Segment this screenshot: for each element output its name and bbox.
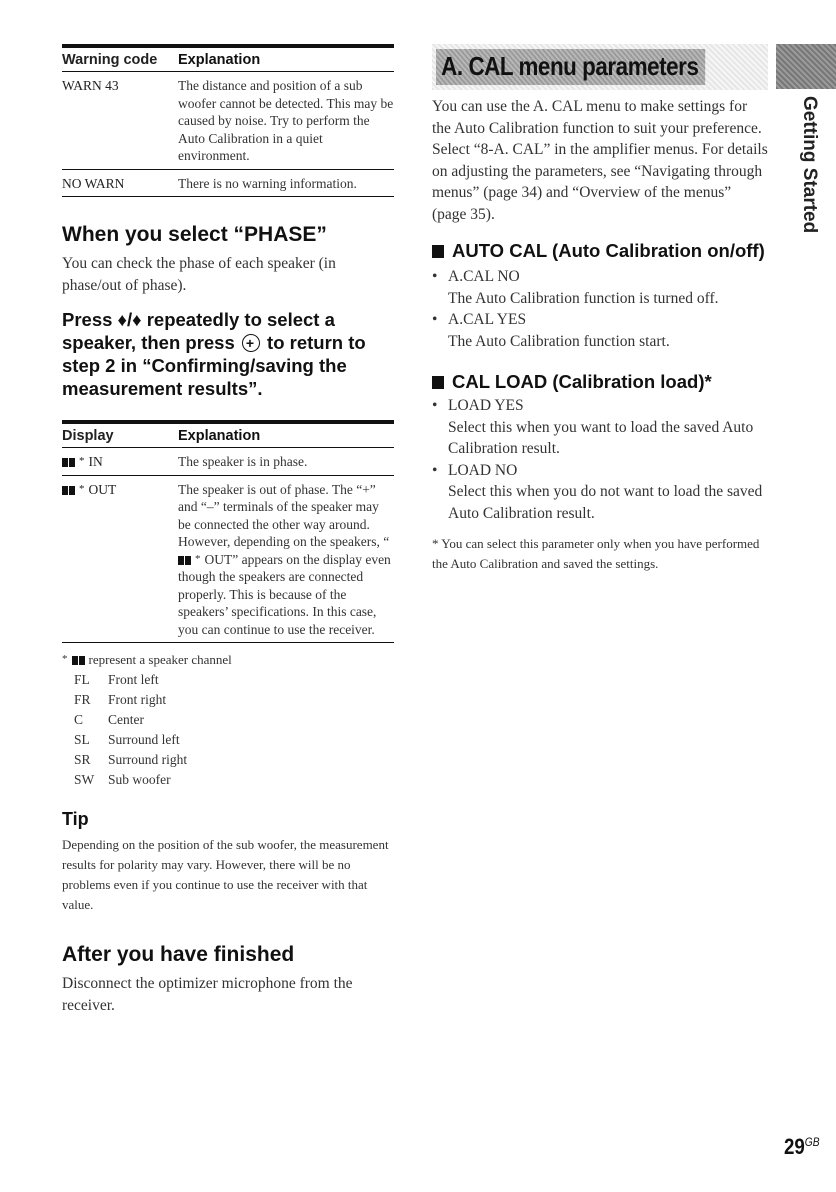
left-column — [62, 44, 394, 1016]
enter-button-icon — [242, 334, 260, 352]
speaker-channel-icon — [178, 551, 192, 569]
table-row — [62, 170, 394, 198]
list-item: FR Front right — [74, 692, 167, 707]
phase-section-title: When you select “PHASE” — [62, 223, 327, 246]
footnote-intro: * represent a speaker channel — [62, 649, 394, 670]
channel-footnote — [62, 649, 394, 790]
list-item: C Center — [74, 712, 144, 727]
header-display: Display — [62, 428, 114, 444]
auto-cal-heading: AUTO CAL (Auto Calibration on/off) — [432, 239, 768, 262]
list-item-desc: The Auto Calibration function start. — [448, 332, 670, 350]
header-explanation: Explanation — [178, 428, 261, 444]
list-item: • A.CAL YES — [432, 309, 768, 331]
side-tab-marker — [776, 44, 836, 89]
speaker-channel-icon — [72, 650, 86, 670]
list-item: • LOAD YES — [432, 395, 768, 417]
cal-load-heading: CAL LOAD (Calibration load)* — [432, 370, 768, 393]
list-item: FL Front left — [74, 672, 159, 687]
display-code: * IN — [62, 453, 178, 471]
warning-explanation: There is no warning information. — [178, 175, 357, 191]
after-title: After you have finished — [62, 943, 295, 966]
page-number: $29^{GB}$ — [784, 1134, 820, 1159]
display-table-header — [62, 424, 394, 448]
up-down-arrow-icon: ♦/♦ — [117, 309, 142, 330]
table-row — [62, 476, 394, 644]
warning-table — [62, 44, 394, 197]
phase-section-body: You can check the phase of each speaker (in phase/out of phase). — [62, 255, 336, 294]
section-square-icon — [432, 245, 444, 258]
auto-cal-list — [432, 266, 768, 352]
header-explanation: Explanation — [178, 52, 261, 68]
list-item: SL Surround left — [74, 732, 180, 747]
section-banner — [432, 44, 768, 90]
acal-intro: You can use the A. CAL menu to make settings for the Auto Calibration function to suit your preference. — [432, 98, 762, 137]
warning-code: NO WARN — [62, 175, 125, 191]
banner-title: A. CAL menu parameters — [436, 49, 705, 85]
side-tab-label: Getting Started — [799, 96, 820, 234]
warning-table-header — [62, 48, 394, 72]
speaker-channel-icon — [62, 453, 76, 471]
list-item: • A.CAL NO — [432, 266, 768, 288]
table-row — [62, 448, 394, 476]
cal-load-footnote: * You can select this parameter only when you have performed the Auto Calibration and saved the settings. — [432, 536, 760, 571]
warning-code: WARN 43 — [62, 78, 119, 93]
list-item-desc: Select this when you want to load the saved Auto Calibration result. — [448, 418, 754, 457]
list-item-desc: Select this when you do not want to load the saved Auto Calibration result. — [448, 483, 763, 522]
display-table — [62, 420, 394, 643]
table-row — [62, 72, 394, 170]
list-item: SW Sub woofer — [74, 772, 171, 787]
list-item: • LOAD NO — [432, 460, 768, 482]
phase-step-heading: Press ♦/♦ repeatedly to select a speaker, then press + to return to step 2 in “Confirming/saving the measurement results”. — [62, 308, 394, 400]
list-item: SR Surround right — [74, 752, 188, 767]
header-warning-code: Warning code — [62, 52, 158, 68]
display-explanation: The speaker is in phase. — [178, 454, 308, 469]
display-code: * OUT — [62, 481, 178, 639]
list-item-desc: The Auto Calibration function is turned off. — [448, 289, 719, 307]
tip-title: Tip — [62, 809, 89, 829]
warning-explanation: The distance and position of a sub woofer cannot be detected. This may be caused by noise. Try to perform the Auto Calibration in a quiet environment. — [178, 78, 394, 163]
speaker-channel-icon — [62, 481, 76, 499]
tip-body: Depending on the position of the sub woofer, the measurement results for polarity may vary. However, there will be no problems even if you continue to use the receiver with that value. — [62, 837, 389, 912]
after-body: Disconnect the optimizer microphone from the receiver. — [62, 975, 353, 1014]
display-explanation: The speaker is out of phase. The “+” and “–” terminals of the speaker may be connected the other way around. However, depending on the speakers, “* OUT” appears on the display even though the speakers are connected properly. This is because of the speakers’ specifications. In this case, you can continue to use the receiver. — [178, 481, 391, 637]
section-square-icon — [432, 376, 444, 389]
cal-load-list — [432, 395, 768, 524]
right-column — [432, 44, 768, 574]
acal-select: Select “8-A. CAL” in the amplifier menus. For details on adjusting the parameters, see “Navigating through menus” (page 34) and “Overview of the menus” (page 35). — [432, 141, 768, 223]
